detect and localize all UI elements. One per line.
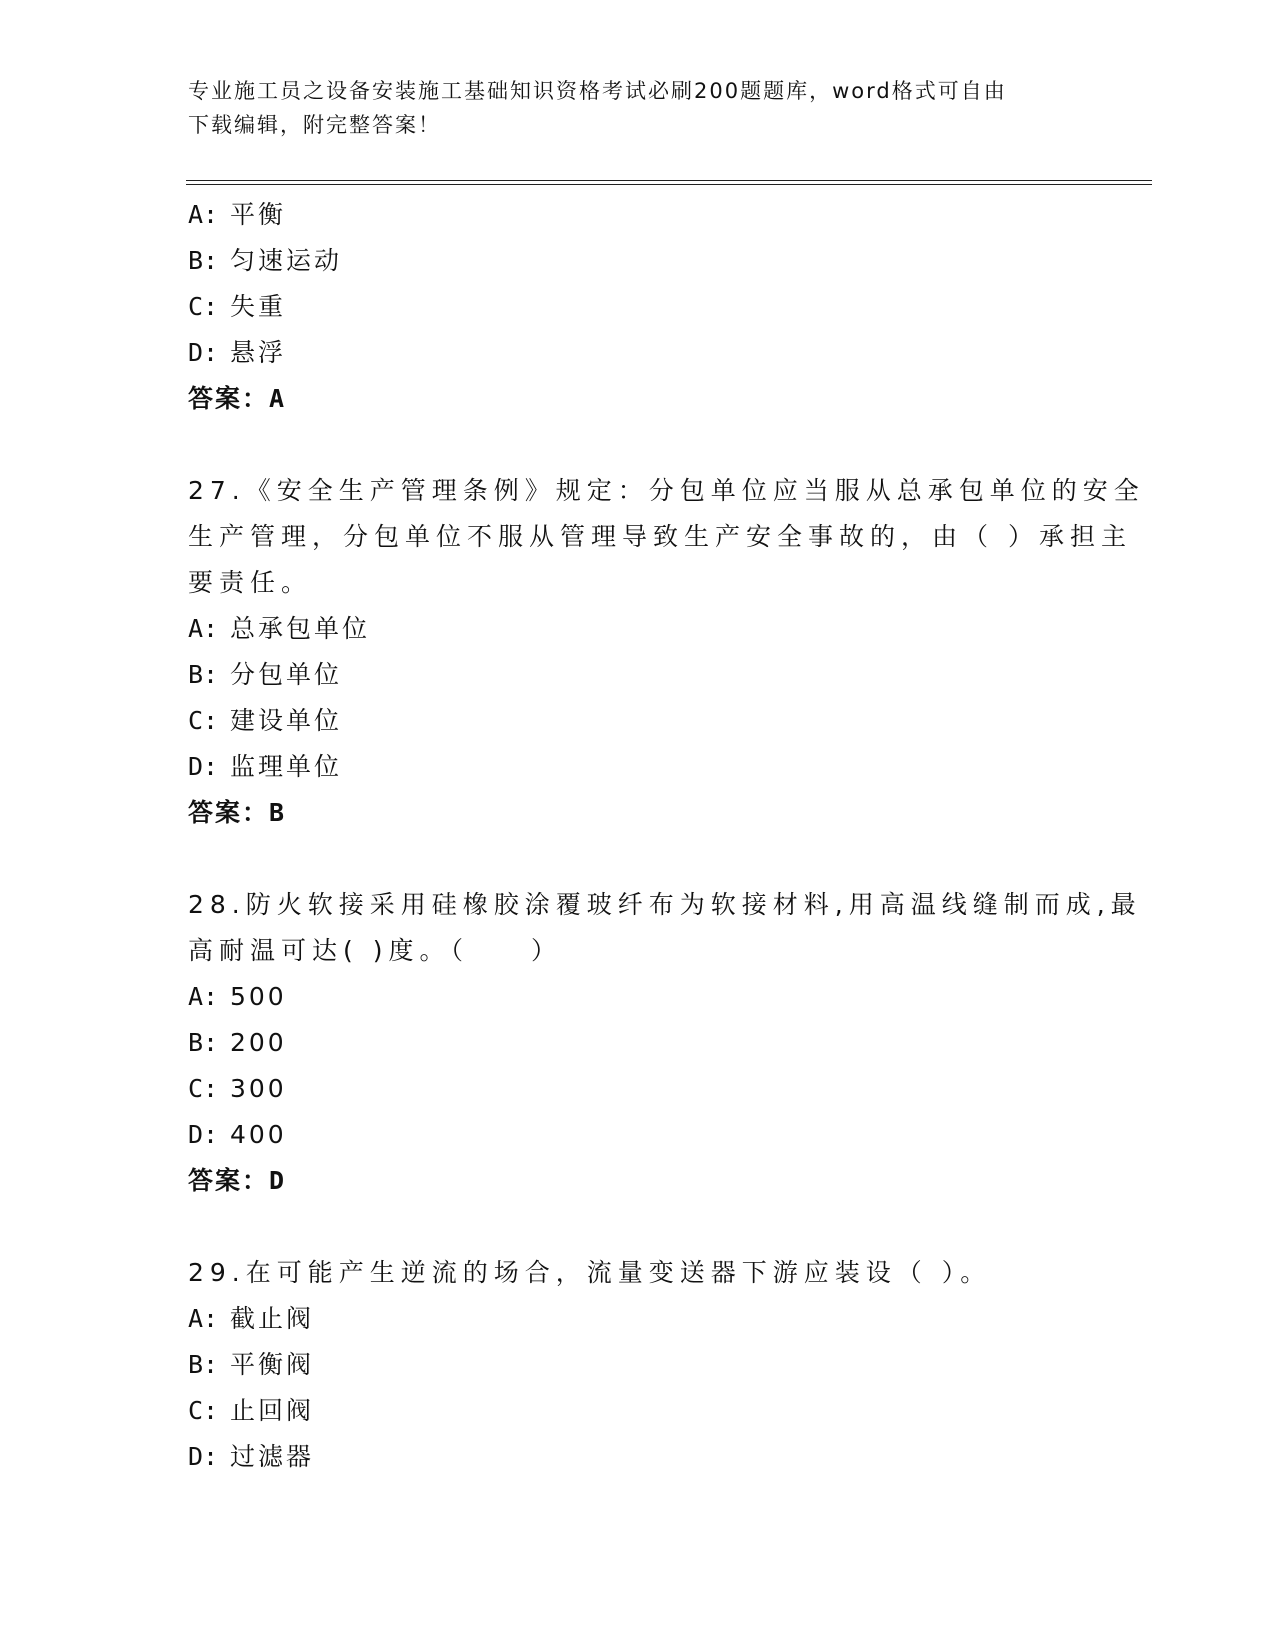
option-letter: B:: [188, 1350, 219, 1379]
stem-line-1: 28.防火软接采用硅橡胶涂覆玻纤布为软接材料,用高温线缝制而成,最: [188, 890, 1142, 919]
option-letter: A:: [188, 982, 219, 1011]
option-letter: D:: [188, 752, 219, 781]
answer-value: D: [269, 1166, 287, 1195]
option-c: [188, 1066, 1088, 1112]
header-title-line-2: 下载编辑，附完整答案！: [188, 113, 441, 137]
spacer: [188, 836, 1088, 882]
option-d: [188, 1434, 1088, 1480]
answer-line: [188, 790, 1088, 836]
option-text: 300: [230, 1074, 287, 1103]
option-letter: A:: [188, 614, 219, 643]
header-divider-bottom: [186, 184, 1152, 185]
option-b: [188, 1020, 1088, 1066]
answer-label: 答案：: [188, 384, 270, 413]
option-letter: B:: [188, 1028, 219, 1057]
option-text: 建设单位: [230, 706, 343, 735]
option-text: 悬浮: [230, 338, 287, 367]
stem-line-3: 要责任。: [188, 568, 313, 597]
option-letter: C:: [188, 1396, 219, 1425]
option-text: 400: [230, 1120, 287, 1149]
option-letter: C:: [188, 292, 219, 321]
option-text: 总承包单位: [230, 614, 371, 643]
answer-value: B: [269, 798, 287, 827]
option-text: 分包单位: [230, 660, 343, 689]
option-letter: B:: [188, 660, 219, 689]
option-b: [188, 1342, 1088, 1388]
spacer: [188, 422, 1088, 468]
answer-label: 答案：: [188, 798, 270, 827]
option-text: 平衡阀: [230, 1350, 315, 1379]
question-stem: [188, 882, 1142, 974]
question-28: [188, 882, 1142, 1204]
option-text: 截止阀: [230, 1304, 315, 1333]
question-29: [188, 1250, 1088, 1480]
option-d: [188, 1112, 1088, 1158]
option-c: [188, 698, 1088, 744]
question-27: [188, 468, 1145, 836]
option-b: [188, 652, 1088, 698]
option-d: [188, 330, 1088, 376]
option-a: [188, 192, 1088, 238]
option-text: 匀速运动: [230, 246, 343, 275]
option-text: 平衡: [230, 200, 287, 229]
question-26: [188, 192, 1088, 422]
option-letter: D:: [188, 338, 219, 367]
option-letter: D:: [188, 1120, 219, 1149]
option-text: 200: [230, 1028, 287, 1057]
option-a: [188, 606, 1088, 652]
stem-line-1: 29.在可能产生逆流的场合，流量变送器下游应装设（ ）。: [188, 1258, 992, 1287]
option-letter: C:: [188, 1074, 219, 1103]
option-letter: B:: [188, 246, 219, 275]
answer-label: 答案：: [188, 1166, 270, 1195]
option-letter: A:: [188, 200, 219, 229]
option-letter: A:: [188, 1304, 219, 1333]
option-text: 止回阀: [230, 1396, 315, 1425]
option-a: [188, 974, 1088, 1020]
stem-line-1: 27.《安全生产管理条例》规定：分包单位应当服从总承包单位的安全: [188, 476, 1145, 505]
option-text: 失重: [230, 292, 287, 321]
answer-value: A: [269, 384, 287, 413]
option-text: 过滤器: [230, 1442, 315, 1471]
stem-line-2: 生产管理，分包单位不服从管理导致生产安全事故的，由（ ）承担主: [188, 522, 1132, 551]
stem-line-2: 高耐温可达( )度。（ ）: [188, 936, 562, 965]
option-b: [188, 238, 1088, 284]
question-list: [188, 192, 1145, 1480]
answer-line: [188, 1158, 1088, 1204]
document-header: [188, 74, 1068, 142]
option-letter: D:: [188, 1442, 219, 1471]
option-c: [188, 284, 1088, 330]
header-title-line-1: 专业施工员之设备安装施工基础知识资格考试必刷200题题库，word格式可自由: [188, 79, 1007, 103]
question-stem: [188, 468, 1145, 606]
option-c: [188, 1388, 1088, 1434]
option-a: [188, 1296, 1088, 1342]
option-text: 监理单位: [230, 752, 343, 781]
header-divider-top: [186, 180, 1152, 181]
option-letter: C:: [188, 706, 219, 735]
spacer: [188, 1204, 1088, 1250]
question-stem: [188, 1250, 1088, 1296]
answer-line: [188, 376, 1088, 422]
option-text: 500: [230, 982, 287, 1011]
option-d: [188, 744, 1088, 790]
